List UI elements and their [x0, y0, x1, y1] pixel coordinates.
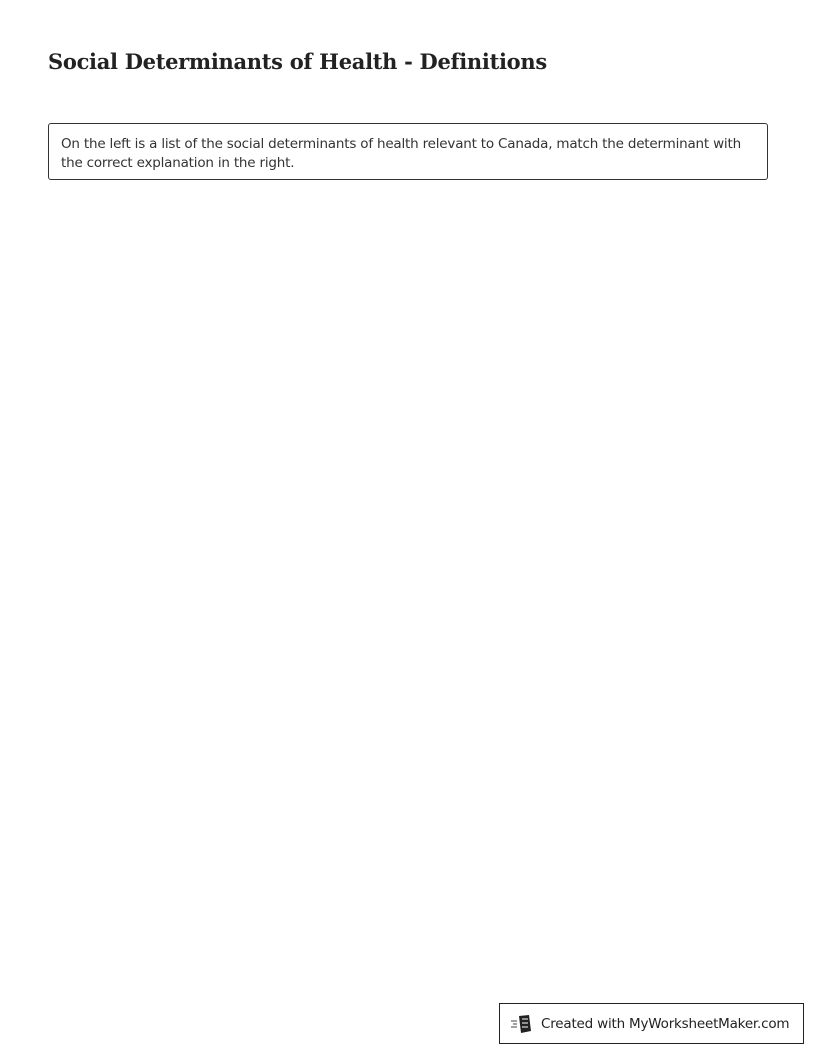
footer-text: Created with MyWorksheetMaker.com	[541, 1015, 790, 1032]
instructions-box: On the left is a list of the social determinants of health relevant to Canada, match the determinant with the correct explanation in the right.	[48, 123, 768, 180]
worksheet-logo-icon	[511, 1014, 533, 1034]
page-title: Social Determinants of Health - Definitions	[48, 49, 547, 74]
footer-badge[interactable]	[499, 1003, 804, 1044]
